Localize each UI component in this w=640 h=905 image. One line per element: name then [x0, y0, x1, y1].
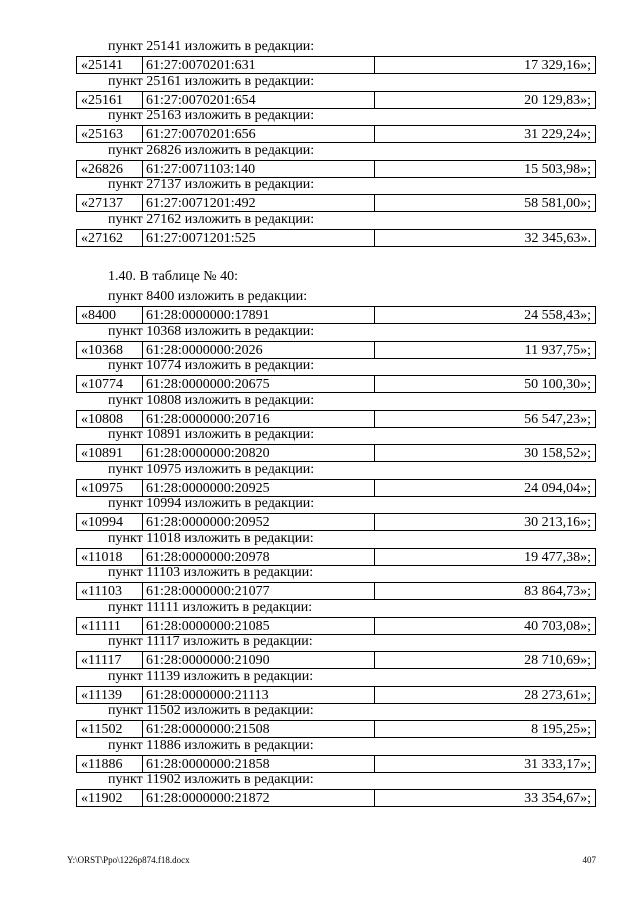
- table-row: [76, 341, 596, 359]
- value-cell: 28 273,61»;: [524, 687, 591, 703]
- cadastral-number-cell: 61:28:0000000:2026: [143, 342, 375, 358]
- item-number-cell: «25161: [77, 92, 143, 108]
- amendment-caption: пункт 11018 изложить в редакции:: [108, 530, 314, 546]
- amendment-caption: пункт 11886 изложить в редакции:: [108, 737, 314, 753]
- table-row: [76, 125, 596, 143]
- cadastral-number-cell: 61:28:0000000:21085: [143, 618, 375, 634]
- item-number-cell: «8400: [77, 307, 143, 323]
- amendment-caption: пункт 11117 изложить в редакции:: [108, 634, 313, 649]
- item-number-cell: «10891: [77, 445, 143, 461]
- value-cell: 30 213,16»;: [524, 515, 591, 530]
- cadastral-number-cell: 61:28:0000000:17891: [143, 307, 375, 323]
- cadastral-number-cell: 61:28:0000000:21113: [143, 687, 375, 703]
- item-number-cell: «27162: [77, 230, 143, 246]
- item-number-cell: «11886: [77, 756, 143, 772]
- table-row: [76, 548, 596, 566]
- table-row: [76, 479, 596, 497]
- value-cell: 24 558,43»;: [524, 308, 591, 323]
- cadastral-number-cell: 61:28:0000000:20952: [143, 514, 375, 530]
- cadastral-number-cell: 61:28:0000000:20716: [143, 411, 375, 427]
- amendment-caption: пункт 11502 изложить в редакции:: [108, 703, 314, 718]
- amendment-caption: пункт 10975 изложить в редакции:: [108, 461, 315, 477]
- footer-file-path: Y:\ORST\Ppo\1226p874.f18.docx: [67, 855, 190, 865]
- cadastral-number-cell: 61:27:0071201:525: [143, 230, 375, 246]
- table-row: [76, 582, 596, 600]
- table-row: [76, 91, 596, 109]
- amendment-caption: пункт 26826 изложить в редакции:: [108, 142, 315, 158]
- value-cell: 20 129,83»;: [524, 92, 591, 108]
- item-number-cell: «25163: [77, 126, 143, 142]
- table-row: [76, 686, 596, 704]
- item-number-cell: «11902: [77, 790, 143, 806]
- value-cell: 31 229,24»;: [524, 127, 591, 142]
- item-number-cell: «11111: [77, 618, 143, 634]
- item-number-cell: «11502: [77, 721, 143, 737]
- table-row: [76, 617, 596, 635]
- cadastral-number-cell: 61:27:0071103:140: [143, 161, 375, 177]
- value-cell: 32 345,63».: [524, 230, 591, 246]
- amendment-caption: пункт 11139 изложить в редакции:: [108, 668, 314, 684]
- amendment-caption: пункт 11103 изложить в редакции:: [108, 565, 314, 580]
- value-cell: 24 094,04»;: [524, 480, 591, 496]
- amendment-caption: пункт 27162 изложить в редакции:: [108, 211, 315, 227]
- item-number-cell: «27137: [77, 195, 143, 211]
- item-number-cell: «26826: [77, 161, 143, 177]
- item-number-cell: «10808: [77, 411, 143, 427]
- value-cell: 31 333,17»;: [524, 756, 591, 772]
- table-row: [76, 755, 596, 773]
- cadastral-number-cell: 61:28:0000000:21872: [143, 790, 375, 806]
- value-cell: 8 195,25»;: [531, 722, 591, 737]
- value-cell: 19 477,38»;: [524, 549, 591, 565]
- value-cell: 30 158,52»;: [524, 446, 591, 461]
- page-number: 407: [582, 855, 596, 865]
- amendment-caption: пункт 10368 изложить в редакции:: [108, 323, 315, 339]
- amendment-caption: пункт 8400 изложить в редакции:: [108, 289, 308, 304]
- table-row: [76, 56, 596, 74]
- value-cell: 33 354,67»;: [524, 791, 591, 806]
- cadastral-number-cell: 61:28:0000000:21508: [143, 721, 375, 737]
- cadastral-number-cell: 61:28:0000000:20925: [143, 480, 375, 496]
- cadastral-number-cell: 61:27:0071201:492: [143, 195, 375, 211]
- value-cell: 56 547,23»;: [524, 411, 591, 427]
- table-row: [76, 651, 596, 669]
- item-number-cell: «10368: [77, 342, 143, 358]
- item-number-cell: «25141: [77, 57, 143, 73]
- amendment-caption: пункт 10994 изложить в редакции:: [108, 496, 315, 511]
- table-row: [76, 194, 596, 212]
- cadastral-number-cell: 61:28:0000000:21090: [143, 652, 375, 668]
- amendment-caption: пункт 11902 изложить в редакции:: [108, 772, 314, 787]
- table-row: [76, 720, 596, 738]
- cadastral-number-cell: 61:27:0070201:656: [143, 126, 375, 142]
- table-row: [76, 789, 596, 807]
- item-number-cell: «11018: [77, 549, 143, 565]
- cadastral-number-cell: 61:28:0000000:20978: [143, 549, 375, 565]
- item-number-cell: «10994: [77, 514, 143, 530]
- table-row: [76, 375, 596, 393]
- value-cell: 40 703,08»;: [524, 618, 591, 634]
- amendment-caption: пункт 25141 изложить в редакции:: [108, 39, 315, 54]
- table-row: [76, 306, 596, 324]
- table-row: [76, 513, 596, 531]
- item-number-cell: «11103: [77, 583, 143, 599]
- cadastral-number-cell: 61:28:0000000:21858: [143, 756, 375, 772]
- value-cell: 11 937,75»;: [524, 342, 591, 358]
- table-row: [76, 410, 596, 428]
- value-cell: 17 329,16»;: [524, 58, 591, 73]
- value-cell: 58 581,00»;: [524, 196, 591, 211]
- amendment-caption: пункт 27137 изложить в редакции:: [108, 177, 315, 192]
- amendment-caption: пункт 10891 изложить в редакции:: [108, 427, 315, 442]
- item-number-cell: «11117: [77, 652, 143, 668]
- cadastral-number-cell: 61:28:0000000:20820: [143, 445, 375, 461]
- amendment-caption: пункт 10808 изложить в редакции:: [108, 392, 315, 408]
- section-heading: 1.40. В таблице № 40:: [108, 269, 239, 284]
- amendment-caption: пункт 25163 изложить в редакции:: [108, 108, 315, 123]
- value-cell: 83 864,73»;: [524, 584, 591, 599]
- amendment-caption: пункт 25161 изложить в редакции:: [108, 73, 315, 89]
- cadastral-number-cell: 61:28:0000000:20675: [143, 376, 375, 392]
- item-number-cell: «11139: [77, 687, 143, 703]
- table-row: [76, 229, 596, 247]
- amendment-caption: пункт 10774 изложить в редакции:: [108, 358, 315, 373]
- cadastral-number-cell: 61:28:0000000:21077: [143, 583, 375, 599]
- value-cell: 50 100,30»;: [524, 377, 591, 392]
- item-number-cell: «10774: [77, 376, 143, 392]
- table-row: [76, 160, 596, 178]
- value-cell: 15 503,98»;: [524, 161, 591, 177]
- value-cell: 28 710,69»;: [524, 653, 591, 668]
- cadastral-number-cell: 61:27:0070201:631: [143, 57, 375, 73]
- item-number-cell: «10975: [77, 480, 143, 496]
- table-row: [76, 444, 596, 462]
- amendment-caption: пункт 11111 изложить в редакции:: [108, 599, 313, 615]
- cadastral-number-cell: 61:27:0070201:654: [143, 92, 375, 108]
